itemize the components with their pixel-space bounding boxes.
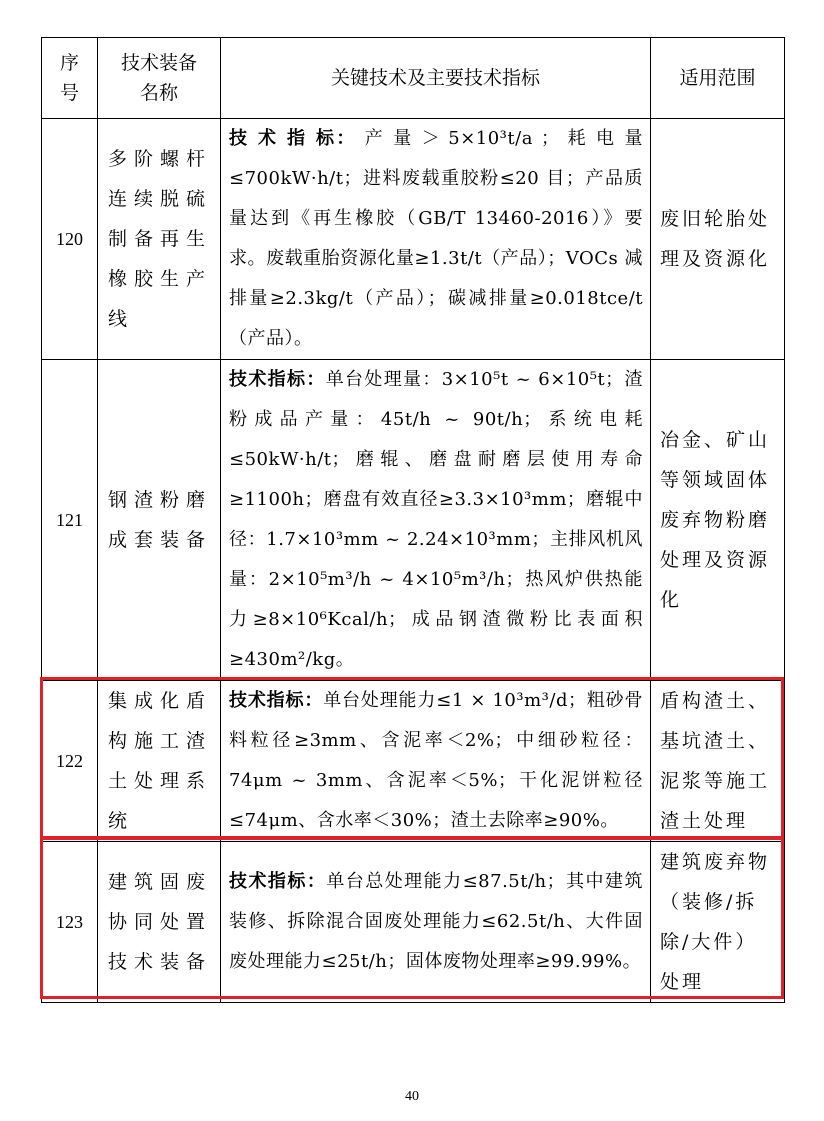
equipment-name: 多阶螺杆连续脱硫制备再生橡胶生产线 xyxy=(98,119,221,360)
spec-label: 技术指标： xyxy=(229,871,327,892)
table-row xyxy=(42,842,785,1003)
header-index: 序 号 xyxy=(42,38,98,119)
table-row xyxy=(42,360,785,681)
header-scope: 适用范围 xyxy=(651,38,785,119)
spec-label: 技 术 指 标： xyxy=(229,128,357,149)
row-number: 120 xyxy=(42,119,98,360)
page-number: 40 xyxy=(405,1089,419,1104)
header-row xyxy=(42,38,785,119)
row-number: 121 xyxy=(42,360,98,681)
equipment-name: 钢渣粉磨成套装备 xyxy=(98,360,221,681)
spec-label: 技术指标： xyxy=(229,690,324,711)
header-name: 技术装备 名称 xyxy=(98,38,221,119)
spec-cell xyxy=(221,119,651,360)
row-number: 122 xyxy=(42,681,98,842)
spec-text: 单台处理能力≤1 × 10³m³/d；粗砂骨料粒径≥3mm、含泥率＜2%；中细砂粒径：74μm ~ 3mm、含泥率＜5%；干化泥饼粒径≤74μm、含水率＜30%；渣土去除率≥90%。 xyxy=(229,690,643,831)
equipment-name: 建筑固废协同处置技术装备 xyxy=(98,842,221,1003)
scope-cell: 建筑废弃物（装修/拆除/大件）处理 xyxy=(651,842,785,1003)
spec-text: 产 量 ＞ 5×10³t/a ； 耗 电 量≤700kW·h/t；进料废载重胶粉≤20 目；产品质量达到《再生橡胶（GB/T 13460-2016）》要求。废载重胎资源化量≥1.3t/t（产品）；VOCs 减排量≥2.3kg/t（产品）；碳减排量≥0.018tce/t（产品）。 xyxy=(229,128,643,349)
scope-cell: 废旧轮胎处理及资源化 xyxy=(651,119,785,360)
table-row xyxy=(42,119,785,360)
spec-cell xyxy=(221,360,651,681)
scope-cell: 盾构渣土、基坑渣土、泥浆等施工渣土处理 xyxy=(651,681,785,842)
table-row xyxy=(42,681,785,842)
spec-cell xyxy=(221,681,651,842)
spec-cell xyxy=(221,842,651,1003)
row-number: 123 xyxy=(42,842,98,1003)
scope-cell: 冶金、矿山等领域固体废弃物粉磨处理及资源化 xyxy=(651,360,785,681)
spec-label: 技术指标： xyxy=(229,369,326,390)
header-spec: 关键技术及主要技术指标 xyxy=(221,38,651,119)
equipment-name: 集成化盾构施工渣土处理系统 xyxy=(98,681,221,842)
spec-text: 单台处理量：3×10⁵t ~ 6×10⁵t；渣粉成品产量：45t/h ~ 90t/h；系统电耗≤50kW·h/t；磨辊、磨盘耐磨层使用寿命≥1100h；磨盘有效直径≥3.3×10³mm；磨辊中径：1.7×10³mm ~ 2.24×10³mm；主排风机风量：2×10⁵m³/h ~ 4×10⁵m³/h；热风炉供热能力≥8×10⁶Kcal/h；成品钢渣微粉比表面积≥430m²/kg。 xyxy=(229,369,644,670)
equipment-table xyxy=(41,37,785,1003)
spec-text: 单台总处理能力≤87.5t/h；其中建筑装修、拆除混合固废处理能力≤62.5t/h、大件固废处理能力≤25t/h；固体废物处理率≥99.99%。 xyxy=(229,871,643,972)
